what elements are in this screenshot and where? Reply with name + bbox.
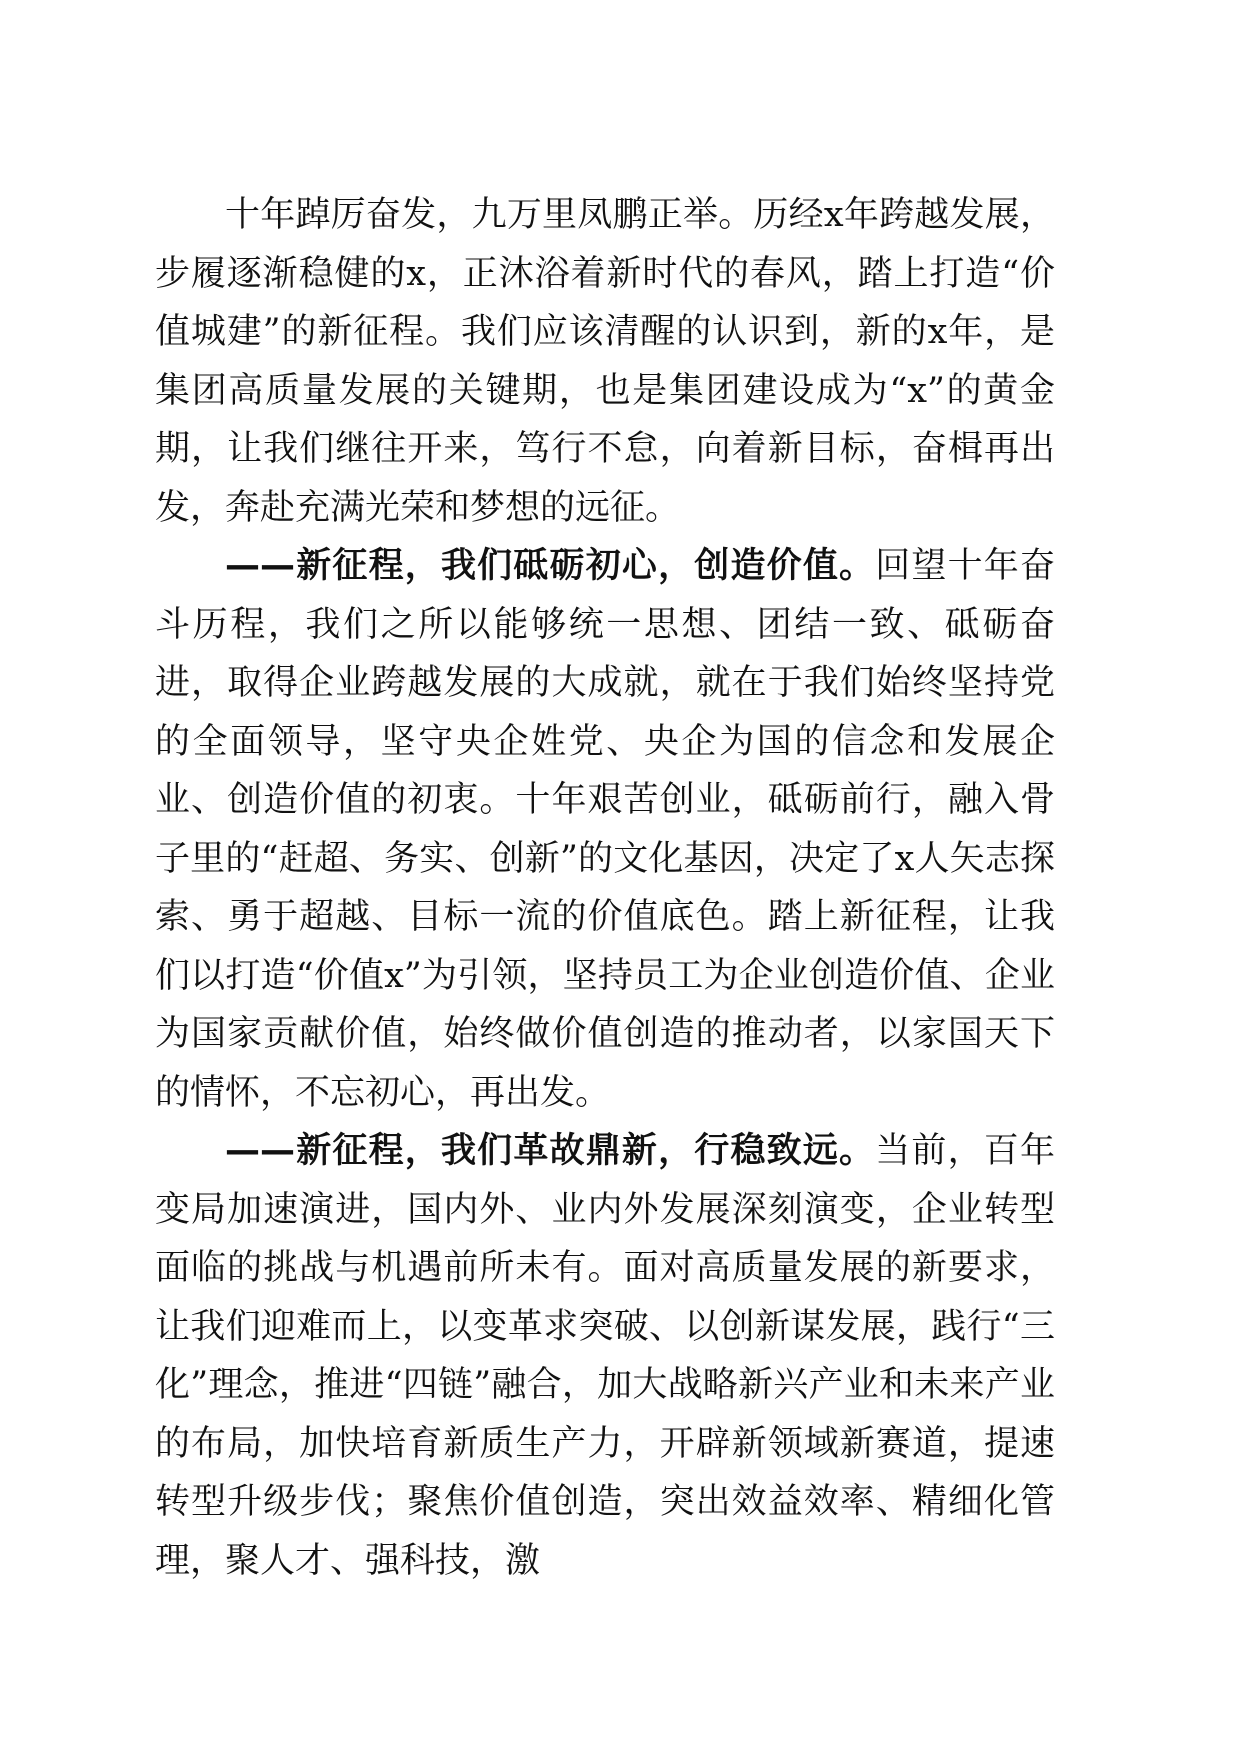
paragraph-text: 十年踔厉奋发，九万里凤鹏正举。历经x年跨越发展，步履逐渐稳健的x，正沐浴着新时代的春风，踏上打造“价值城建”的新征程。我们应该清醒的认识到，新的x年，是集团高质量发展的关键期，也是集团建设成为“x”的黄金期，让我们继往开来，笃行不怠，向着新目标，奋楫再出发，奔赴充满光荣和梦想的远征。 (155, 195, 1055, 528)
paragraph-innovation (155, 1122, 1055, 1590)
paragraph-intro (155, 186, 1055, 537)
paragraph-text: 当前，百年变局加速演进，国内外、业内外发展深刻演变，企业转型面临的挑战与机遇前所未有。面对高质量发展的新要求，让我们迎难而上，以变革求突破、以创新谋发展，践行“三化”理念，推进“四链”融合，加大战略新兴产业和未来产业的布局，加快培育新质生产力，开辟新领域新赛道，提速转型升级步伐；聚焦价值创造，突出效益效率、精细化管理，聚人才、强科技，激 (155, 1131, 1055, 1581)
document-body (155, 186, 1055, 1590)
paragraph-lead-heading: ——新征程，我们革故鼎新，行稳致远。 (225, 1131, 876, 1171)
paragraph-lead-heading: ——新征程，我们砥砺初心，创造价值。 (225, 546, 876, 586)
paragraph-original-aspiration (155, 537, 1055, 1122)
paragraph-text: 回望十年奋斗历程，我们之所以能够统一思想、团结一致、砥砺奋进，取得企业跨越发展的大成就，就在于我们始终坚持党的全面领导，坚守央企姓党、央企为国的信念和发展企业、创造价值的初衷。十年艰苦创业，砥砺前行，融入骨子里的“赶超、务实、创新”的文化基因，决定了x人矢志探索、勇于超越、目标一流的价值底色。踏上新征程，让我们以打造“价值x”为引领，坚持员工为企业创造价值、企业为国家贡献价值，始终做价值创造的推动者，以家国天下的情怀，不忘初心，再出发。 (155, 546, 1055, 1113)
